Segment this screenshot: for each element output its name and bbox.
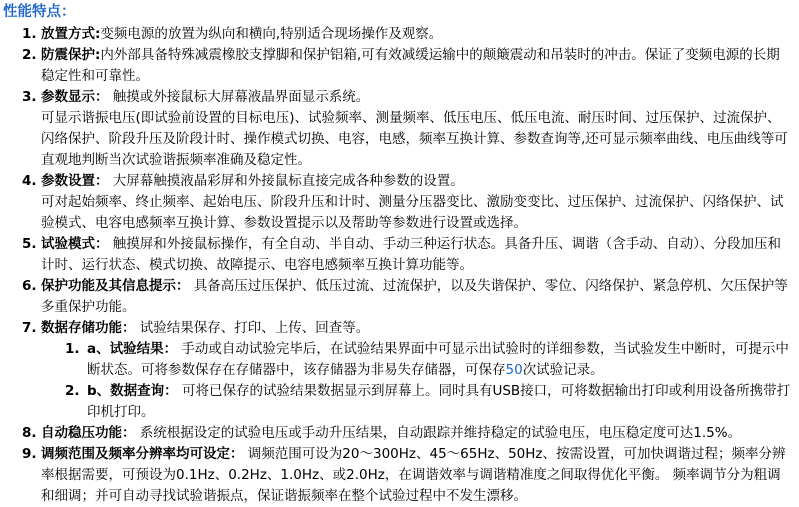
item-text: 试验结果保存、打印、上传、回查等。 bbox=[139, 320, 370, 336]
subitem-number: 2. bbox=[65, 383, 80, 399]
feature-item-3 bbox=[3, 87, 793, 108]
subitem-text: 手动或自动试验完毕后，在试验结果界面中可显示出试验时的详细参数，当试验发生中断时，可提示中断状态。可将参数保存在存储器中，该存储器为非易失存储器，可保存 bbox=[87, 341, 789, 378]
subitem-text: 可将已保存的试验结果数据显示到屏幕上。同时具有USB接口，可将数据输出打印或利用设备所携带打印机打印。 bbox=[87, 383, 791, 420]
item-text: 触摸或外接鼠标大屏幕液晶界面显示系统。 bbox=[112, 89, 370, 105]
item-text: 内外部具备特殊减震橡胶支撑脚和保护铝箱,可有效减缓运输中的颠簸震动和吊装时的冲击。保证了变频电源的长期稳定性和可靠性。 bbox=[41, 47, 780, 84]
feature-item-7 bbox=[3, 318, 793, 339]
feature-subitem-7a bbox=[3, 339, 793, 381]
item-label: 数据存储功能： bbox=[41, 320, 136, 336]
feature-item-2 bbox=[3, 45, 793, 87]
item-number: 5. bbox=[22, 236, 37, 252]
item-label: 参数显示： bbox=[41, 89, 109, 105]
item-number: 4. bbox=[22, 173, 37, 189]
page-title: 性能特点： bbox=[3, 4, 76, 20]
subitem-label: 数据查询： bbox=[110, 383, 178, 399]
item-label: 防震保护: bbox=[41, 47, 101, 63]
item-number: 9. bbox=[22, 446, 37, 462]
feature-item-3-detail bbox=[3, 108, 793, 171]
subitem-prefix: a、 bbox=[87, 341, 110, 357]
subitem-prefix: b、 bbox=[87, 383, 111, 399]
item-number: 2. bbox=[22, 47, 37, 63]
item-extra-text: 可对起始频率、终止频率、起始电压、阶段升压和计时、测量分压器变比、激励变变比、过压保护、过流保护、闪络保护、试验模式、电容电感频率互换计算、参数设置提示以及帮助等参数进行设置或选择。 bbox=[41, 194, 784, 231]
item-number: 1. bbox=[22, 26, 37, 42]
item-extra-text: 可显示谐振电压(即试验前设置的目标电压)、试验频率、测量频率、低压电压、低压电流、耐压时间、过压保护、过流保护、闪络保护、阶段升压及阶段计时、操作模式切换、电容，电感，频率互换计算、参数查询等,还可显示频率曲线、电压曲线等可直观地判断当次试验谐振频率准确及稳定性。 bbox=[41, 110, 788, 168]
item-text: 具备高压过压保护、低压过流、过流保护，以及失谐保护、零位、闪络保护、紧急停机、欠压保护等多重保护功能。 bbox=[41, 278, 788, 315]
item-number: 6. bbox=[22, 278, 37, 294]
item-label: 保护功能及其信息提示： bbox=[41, 278, 190, 294]
item-text: 大屏幕触摸液晶彩屏和外接鼠标直接完成各种参数的设置。 bbox=[112, 173, 464, 189]
feature-item-8 bbox=[3, 423, 793, 444]
item-text: 系统根据设定的试验电压或手动升压结果，自动跟踪并维持稳定的试验电压，电压稳定度可达1.5%。 bbox=[139, 425, 742, 441]
subitem-text-after: 次试验记录。 bbox=[522, 362, 604, 378]
feature-item-5 bbox=[3, 234, 793, 276]
subitem-number: 1. bbox=[65, 341, 80, 357]
item-label: 自动稳压功能： bbox=[41, 425, 136, 441]
item-number: 3. bbox=[22, 89, 37, 105]
feature-item-1 bbox=[3, 24, 793, 45]
feature-item-6 bbox=[3, 276, 793, 318]
item-label: 放置方式: bbox=[41, 26, 101, 42]
item-text: 调频范围可设为20～300Hz、45～65Hz、50Hz、按需设置，可加快调谐过程；频率分辨率根据需要，可预设为0.1Hz、0.2Hz、1.0Hz、或2.0Hz，在调谐效率与调谐精准度之间取得优化平衡。 频率调节分为粗调和细调；并可自动寻找试验谐振点，保证谐振频率在整个试验过程中不发生漂移。 bbox=[41, 446, 786, 504]
feature-subitem-7b bbox=[3, 381, 793, 423]
feature-item-4-detail bbox=[3, 192, 793, 234]
item-label: 试验模式： bbox=[41, 236, 109, 252]
item-number: 8. bbox=[22, 425, 37, 441]
feature-item-9 bbox=[3, 444, 793, 507]
record-count-highlight: 50 bbox=[505, 362, 523, 378]
item-text: 变频电源的放置为纵向和横向,特别适合现场操作及观察。 bbox=[100, 26, 443, 42]
item-label: 调频范围及频率分辨率均可设定： bbox=[41, 446, 244, 462]
subitem-label: 试验结果： bbox=[109, 341, 178, 357]
item-text: 触摸屏和外接鼠标操作，有全自动、半自动、手动三种运行状态。具备升压、调谐（含手动、自动）、分段加压和计时、运行状态、模式切换、故障提示、电容电感频率互换计算功能等。 bbox=[41, 236, 782, 273]
feature-item-4 bbox=[3, 171, 793, 192]
item-label: 参数设置： bbox=[41, 173, 109, 189]
item-number: 7. bbox=[22, 320, 37, 336]
